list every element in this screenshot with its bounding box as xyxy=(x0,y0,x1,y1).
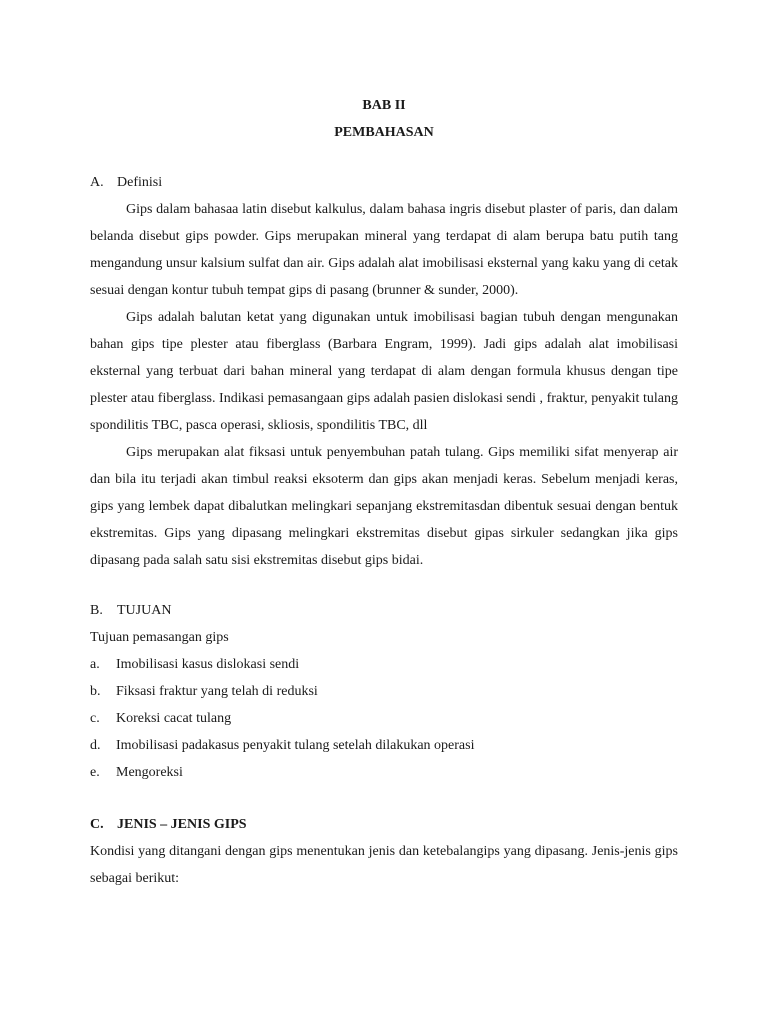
chapter-title: PEMBAHASAN xyxy=(334,125,434,140)
list-marker: c. xyxy=(90,711,100,726)
list-item-text: Koreksi cacat tulang xyxy=(116,711,232,726)
section-title xyxy=(90,597,678,624)
paragraph: Kondisi yang ditangani dengan gips menentukan jenis dan ketebalangips yang dipasang. Jenis-jenis gips sebagai berikut: xyxy=(90,844,678,886)
list-item xyxy=(90,705,678,732)
section-definisi xyxy=(90,169,678,574)
list-marker: e. xyxy=(90,765,100,780)
chapter-number: BAB II xyxy=(362,98,406,113)
list-marker: b. xyxy=(90,684,101,699)
list-item xyxy=(90,732,678,759)
list-item-text: Imobilisasi padakasus penyakit tulang setelah dilakukan operasi xyxy=(116,738,475,753)
list-intro: Tujuan pemasangan gips xyxy=(90,630,229,645)
section-title xyxy=(90,811,678,838)
list-item-text: Imobilisasi kasus dislokasi sendi xyxy=(116,657,300,672)
section-title-text: Definisi xyxy=(117,175,163,190)
list-item xyxy=(90,651,678,678)
section-title xyxy=(90,169,678,196)
section-marker: B. xyxy=(90,603,103,618)
section-marker: C. xyxy=(90,817,104,832)
list-item xyxy=(90,678,678,705)
paragraph: Gips dalam bahasaa latin disebut kalkulus, dalam bahasa ingris disebut plaster of paris, dan dalam belanda disebut gips powder. Gips merupakan mineral yang terdapat di alam berupa batu putih tang mengandung unsur kalsium sulfat dan air. Gips adalah alat imobilisasi eksternal yang kaku yang di cetak sesuai dengan kontur tubuh tempat gips di pasang (brunner & sunder, 2000). xyxy=(90,202,678,298)
section-title-text: JENIS – JENIS GIPS xyxy=(117,817,247,832)
list-item-text: Fiksasi fraktur yang telah di reduksi xyxy=(116,684,318,699)
list-marker: d. xyxy=(90,738,101,753)
list-marker: a. xyxy=(90,657,100,672)
section-title-text: TUJUAN xyxy=(117,603,172,618)
section-jenis-gips xyxy=(90,811,678,892)
paragraph: Gips adalah balutan ketat yang digunakan untuk imobilisasi bagian tubuh dengan mengunakan bahan gips tipe plester atau fiberglass (Barbara Engram, 1999). Jadi gips adalah alat imobilisasi eksternal yang terbuat dari bahan mineral yang terdapat di alam dengan formula khusus dengan tipe plester atau fiberglass. Indikasi pemasangaan gips adalah pasien dislokasi sendi , fraktur, penyakit tulang spondilitis TBC, pasca operasi, skliosis, spondilitis TBC, dll xyxy=(90,310,678,433)
paragraph: Gips merupakan alat fiksasi untuk penyembuhan patah tulang. Gips memiliki sifat menyerap air dan bila itu terjadi akan timbul reaksi eksoterm dan gips akan menjadi keras. Sebelum menjadi keras, gips yang lembek dapat dibalutkan melingkari sepanjang ekstremitasdan dibentuk sesuai dengan bentuk ekstremitas. Gips yang dipasang melingkari ekstremitas disebut gipas sirkuler sedangkan jika gips dipasang pada salah satu sisi ekstremitas disebut gips bidai. xyxy=(90,445,678,568)
chapter-heading xyxy=(0,92,768,146)
list-item-text: Mengoreksi xyxy=(116,765,183,780)
tujuan-list xyxy=(90,651,678,786)
section-marker: A. xyxy=(90,175,104,190)
section-tujuan xyxy=(90,597,678,786)
list-item xyxy=(90,759,678,786)
